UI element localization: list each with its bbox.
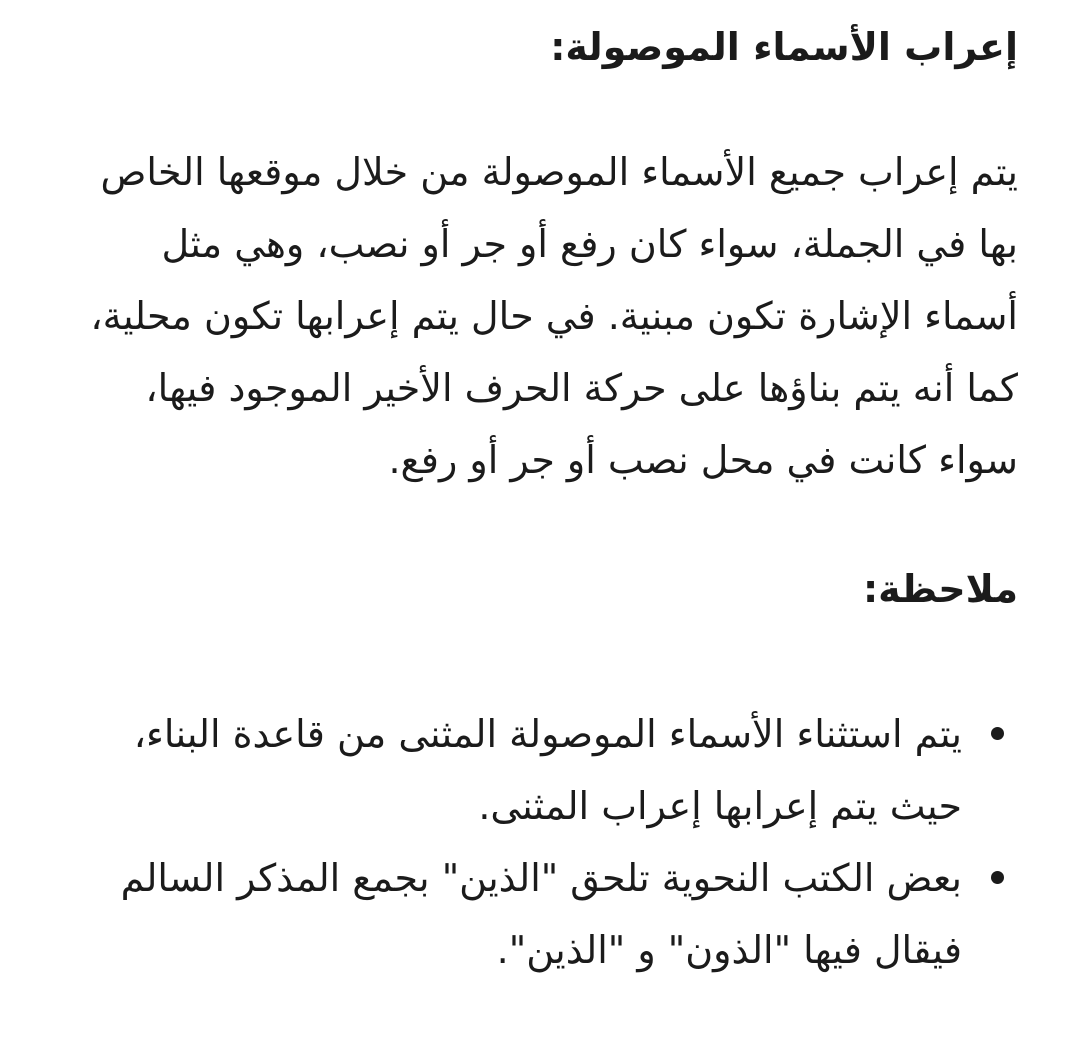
note-text: بعض الكتب النحوية تلحق "الذين" بجمع المذكر السالم فيقال فيها "الذون" و "الذين". <box>120 856 962 972</box>
article <box>58 0 1018 986</box>
list-item <box>58 842 1018 986</box>
list-item <box>58 698 1018 842</box>
body-paragraph: يتم إعراب جميع الأسماء الموصولة من خلال موقعها الخاص بها في الجملة، سواء كان رفع أو جر أو نصب، وهي مثل أسماء الإشارة تكون مبنية. في حال يتم إعرابها تكون محلية، كما أنه يتم بناؤها على حركة الحرف الأخير الموجود فيها، سواء كانت في محل نصب أو جر أو رفع. <box>90 150 1018 482</box>
note-heading: ملاحظة: <box>862 567 1018 611</box>
bullet-icon <box>991 727 1004 740</box>
note-text: يتم استثناء الأسماء الموصولة المثنى من قاعدة البناء، حيث يتم إعرابها إعراب المثنى. <box>133 712 962 828</box>
bullet-icon <box>991 871 1004 884</box>
page-title: إعراب الأسماء الموصولة: <box>550 25 1018 69</box>
notes-list <box>58 698 1018 986</box>
